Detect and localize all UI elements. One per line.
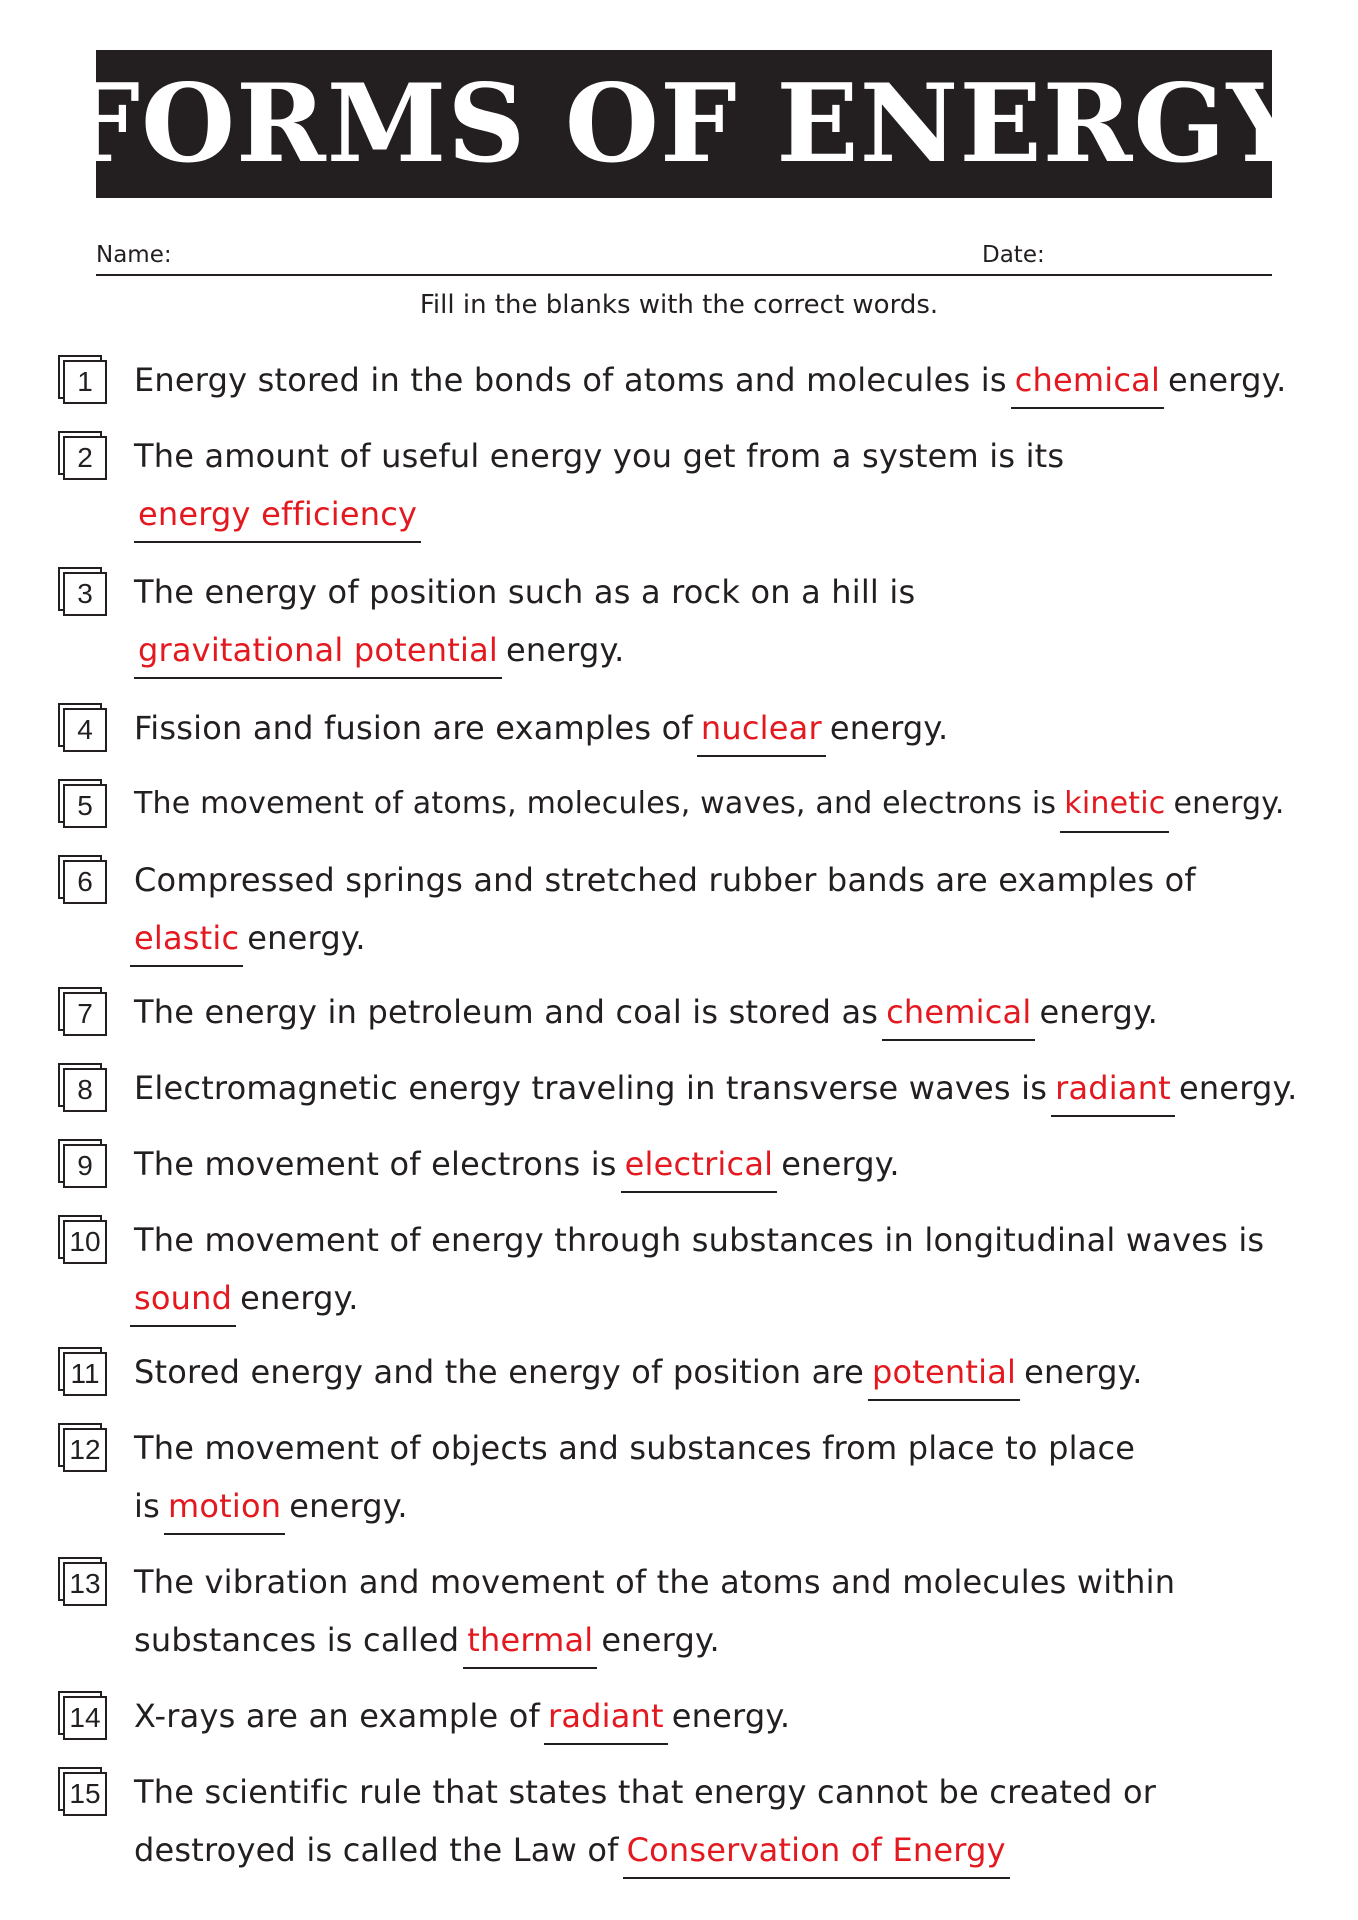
answer-blank[interactable]: energy efficiency xyxy=(134,497,421,543)
question-number: 9 xyxy=(63,1144,107,1188)
answer-blank[interactable]: chemical xyxy=(882,995,1035,1041)
question-text-after: energy. xyxy=(289,1487,408,1525)
answer-blank[interactable]: Conservation of Energy xyxy=(623,1833,1010,1879)
question-text: Compressed springs and stretched rubber bands are examples of xyxy=(134,861,1196,899)
question-text: The movement of energy through substances in longitudinal waves is xyxy=(134,1221,1265,1259)
answer-blank[interactable]: electrical xyxy=(621,1147,778,1193)
question-number: 14 xyxy=(63,1696,107,1740)
question-number: 6 xyxy=(63,860,107,904)
question-number: 13 xyxy=(63,1562,107,1606)
answer-blank[interactable]: nuclear xyxy=(697,711,826,757)
question-number-box xyxy=(58,1063,108,1113)
question-text: Energy stored in the bonds of atoms and molecules is xyxy=(134,361,1007,399)
question-number-box xyxy=(58,355,108,405)
question-text: Electromagnetic energy traveling in transverse waves is xyxy=(134,1069,1048,1107)
answer-blank[interactable]: kinetic xyxy=(1060,787,1169,833)
question-number: 4 xyxy=(63,708,107,752)
question-text-after: energy. xyxy=(247,919,366,957)
answer-blank[interactable]: motion xyxy=(164,1489,285,1535)
question-number-box xyxy=(58,779,108,829)
question-text: The movement of electrons is xyxy=(134,1145,617,1183)
question-text: The vibration and movement of the atoms and molecules within xyxy=(134,1563,1176,1601)
answer-blank[interactable]: chemical xyxy=(1011,363,1164,409)
question-text-after: energy. xyxy=(781,1145,900,1183)
question-text-after: energy. xyxy=(1024,1353,1143,1391)
question-line-2 xyxy=(134,1830,1014,1879)
question-line-2 xyxy=(134,1620,720,1669)
question-line xyxy=(134,1352,1143,1401)
question-number: 8 xyxy=(63,1068,107,1112)
question-text-after: energy. xyxy=(671,1697,791,1735)
question-number: 5 xyxy=(63,784,107,828)
question-line-2 xyxy=(126,1278,359,1327)
question-line xyxy=(134,1068,1297,1117)
question-text-after: energy. xyxy=(829,709,949,747)
question-text: Fission and fusion are examples of xyxy=(134,709,693,747)
question-number: 15 xyxy=(63,1772,107,1816)
name-label: Name: xyxy=(96,242,172,268)
question-line xyxy=(134,992,1158,1041)
question-text: The movement of atoms, molecules, waves, and electrons is xyxy=(134,786,1057,821)
question-number: 12 xyxy=(63,1428,107,1472)
question-number: 7 xyxy=(63,992,107,1036)
question-line-2 xyxy=(126,918,366,967)
question-number-box xyxy=(58,703,108,753)
question-text-2: substances is called xyxy=(134,1621,460,1659)
question-text-after: energy. xyxy=(505,631,625,669)
question-number-box xyxy=(58,1139,108,1189)
question-text-after: energy. xyxy=(1173,786,1285,821)
name-date-row xyxy=(96,238,1272,276)
question-text: Stored energy and the energy of position are xyxy=(134,1353,864,1391)
question-number-box xyxy=(58,1347,108,1397)
question-number-box xyxy=(58,1691,108,1741)
question-text: The energy in petroleum and coal is stored as xyxy=(134,993,879,1031)
question-text: X-rays are an example of xyxy=(134,1697,540,1735)
question-number-box xyxy=(58,1423,108,1473)
question-text: The scientific rule that states that energy cannot be created or xyxy=(134,1773,1157,1811)
question-number: 1 xyxy=(63,360,107,404)
question-line-2 xyxy=(134,1486,408,1535)
answer-blank[interactable]: elastic xyxy=(130,921,243,967)
question-number-box xyxy=(58,1557,108,1607)
question-number-box xyxy=(58,855,108,905)
question-line xyxy=(134,1144,900,1193)
question-number-box xyxy=(58,1767,108,1817)
question-line xyxy=(134,1696,790,1745)
question-text-after: energy. xyxy=(240,1279,359,1317)
question-number-box xyxy=(58,431,108,481)
answer-blank[interactable]: gravitational potential xyxy=(134,633,502,679)
answer-blank[interactable]: potential xyxy=(868,1355,1020,1401)
question-number-box xyxy=(58,1215,108,1265)
question-line-2 xyxy=(130,630,625,679)
question-text: The amount of useful energy you get from a system is its xyxy=(134,437,1065,475)
question-text-after: energy. xyxy=(601,1621,720,1659)
question-number: 2 xyxy=(63,436,107,480)
question-text-after: energy. xyxy=(1178,1069,1298,1107)
page-title: FORMS OF ENERGY xyxy=(63,61,1305,187)
question-number: 10 xyxy=(63,1220,107,1264)
answer-blank[interactable]: radiant xyxy=(544,1699,668,1745)
date-label: Date: xyxy=(982,242,1045,268)
question-number: 3 xyxy=(63,572,107,616)
question-text-after: energy. xyxy=(1168,361,1287,399)
question-text: The energy of position such as a rock on a hill is xyxy=(134,573,916,611)
answer-blank[interactable]: radiant xyxy=(1051,1071,1175,1117)
answer-blank[interactable]: thermal xyxy=(463,1623,597,1669)
question-text-after: energy. xyxy=(1039,993,1158,1031)
question-text: The movement of objects and substances from place to place xyxy=(134,1429,1136,1467)
answer-blank[interactable]: sound xyxy=(130,1281,236,1327)
question-line xyxy=(134,784,1285,833)
question-number-box xyxy=(58,987,108,1037)
title-banner xyxy=(63,50,1305,198)
question-line-2 xyxy=(130,494,425,543)
question-line xyxy=(134,360,1287,409)
question-line xyxy=(134,708,948,757)
question-text-2: destroyed is called the Law of xyxy=(134,1831,619,1869)
instructions: Fill in the blanks with the correct words. xyxy=(419,290,939,320)
question-text-2: is xyxy=(134,1487,160,1525)
question-number: 11 xyxy=(63,1352,107,1396)
question-number-box xyxy=(58,567,108,617)
